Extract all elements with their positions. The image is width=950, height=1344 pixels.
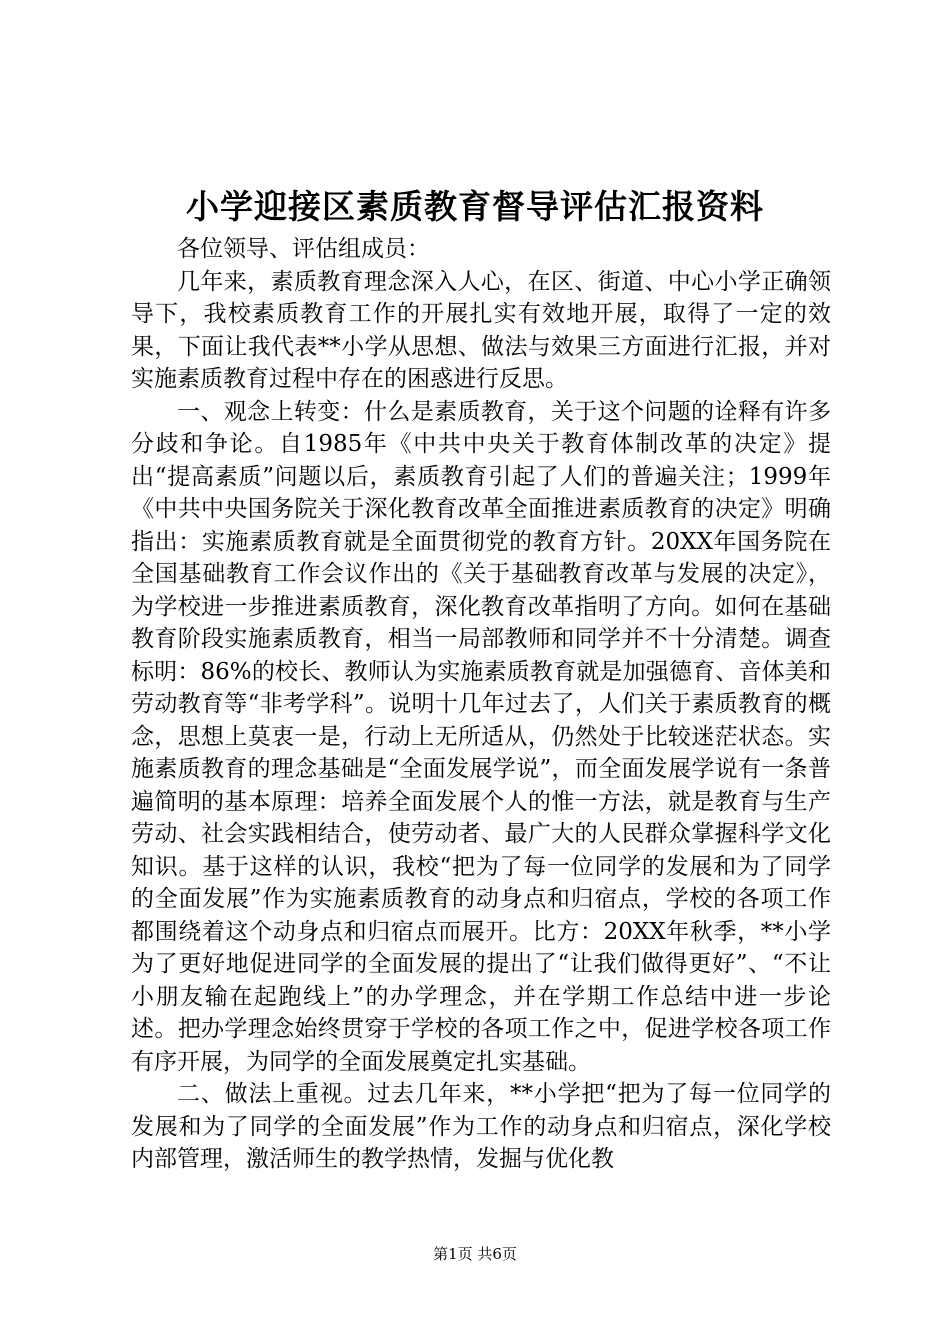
page-footer: 第1页 共6页 — [433, 1245, 517, 1263]
section-two-paragraph: 二、做法上重视。过去几年来，**小学把“把为了每一位同学的发展和为了同学的全面发展”作为工作的动身点和归宿点，深化学校内部管理，激活师生的教学热情，发掘与优化教 — [131, 1081, 831, 1172]
intro-paragraph: 几年来，素质教育理念深入人心，在区、街道、中心小学正确领导下，我校素质教育工作的开展扎实有效地开展，取得了一定的效果，下面让我代表**小学从思想、做法与效果三方面进行汇报，并对实施素质教育过程中存在的困惑进行反思。 — [131, 268, 831, 392]
document-body — [131, 233, 831, 1176]
section-one-paragraph: 一、观念上转变：什么是素质教育，关于这个问题的诠释有许多分歧和争论。自1985年《中共中央关于教育体制改革的决定》提出“提高素质”问题以后，素质教育引起了人们的普遍关注；1999年《中共中央国务院关于深化教育改革全面推进素质教育的决定》明确指出：实施素质教育就是全面贯彻党的教育方针。20XX年国务院在全国基础教育工作会议作出的《关于基础教育改革与发展的决定》，为学校进一步推进素质教育，深化教育改革指明了方向。如何在基础教育阶段实施素质教育，相当一局部教师和同学并不十分清楚。调查标明：86%的校长、教师认为实施素质教育就是加强德育、音体美和劳动教育等“非考学科”。说明十几年过去了，人们关于素质教育的概念，思想上莫衷一是，行动上无所适从，仍然处于比较迷茫状态。实施素质教育的理念基础是“全面发展学说”，而全面发展学说有一条普遍简明的基本原理：培养全面发展个人的惟一方法，就是教育与生产劳动、社会实践相结合，使劳动者、最广大的人民群众掌握科学文化知识。基于这样的认识，我校“把为了每一位同学的发展和为了同学的全面发展”作为实施素质教育的动身点和归宿点，学校的各项工作都围绕着这个动身点和归宿点而展开。比方：20XX年秋季，**小学为了更好地促进同学的全面发展的提出了“让我们做得更好”、“不让小朋友输在起跑线上”的办学理念，并在学期工作总结中进一步论述。把办学理念始终贯穿于学校的各项工作之中，促进学校各项工作有序开展，为同学的全面发展奠定扎实基础。 — [131, 398, 831, 1075]
salutation-paragraph: 各位领导、评估组成员： — [177, 236, 430, 262]
document-title: 小学迎接区素质教育督导评估汇报资料 — [186, 187, 764, 226]
